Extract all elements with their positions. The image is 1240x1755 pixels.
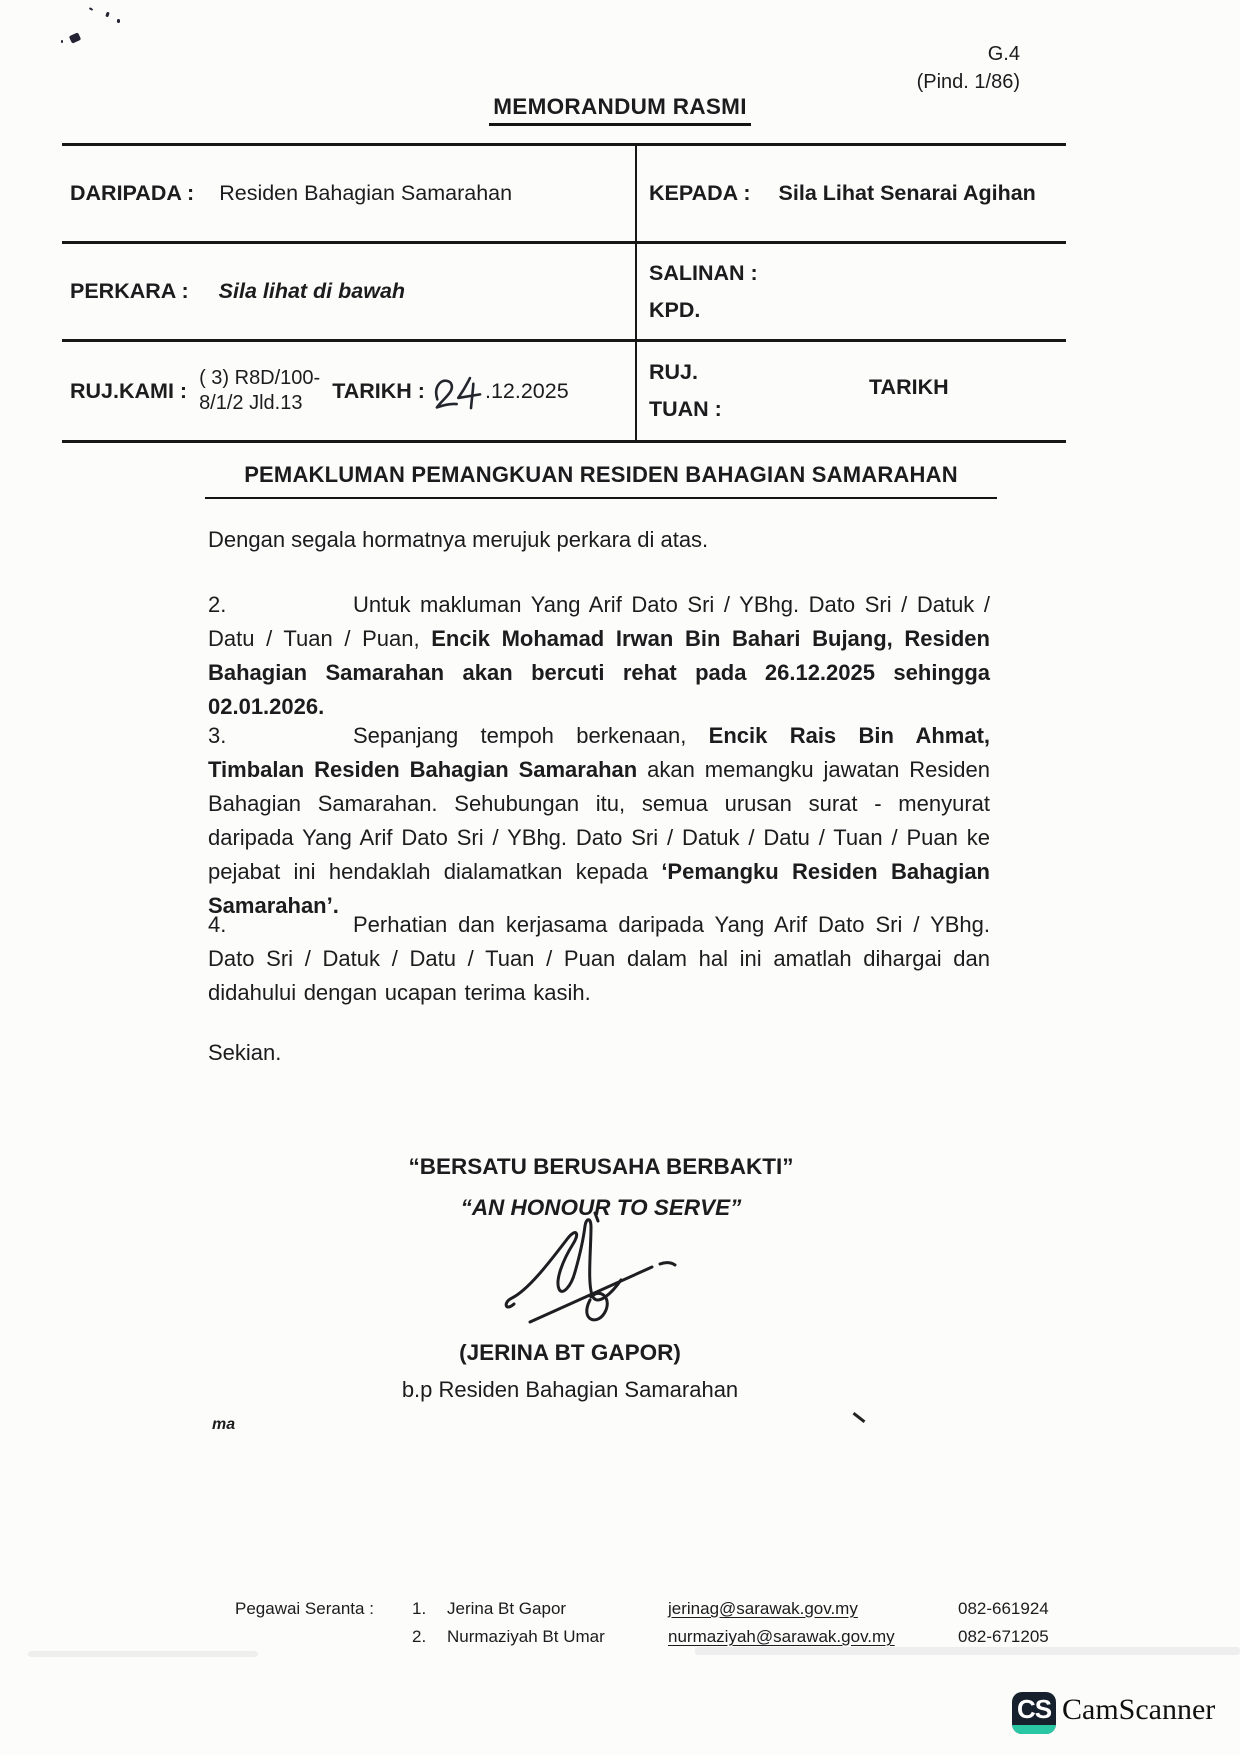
table-row: [62, 244, 1066, 342]
ruj-tuan-line1: RUJ.: [649, 360, 698, 384]
salinan-label: SALINAN :: [649, 260, 758, 285]
kepada-value: Sila Lihat Senarai Agihan: [778, 181, 1036, 205]
contact-name: Nurmaziyah Bt Umar: [447, 1627, 605, 1646]
camscanner-icon: [1012, 1692, 1056, 1734]
perkara-label: PERKARA :: [70, 279, 189, 303]
cell-kepada: [635, 146, 1066, 241]
kepada-label: KEPADA :: [649, 181, 751, 205]
ink-speck: [105, 12, 110, 18]
closing-word: Sekian.: [208, 1040, 282, 1065]
ink-speck: [69, 32, 81, 43]
para-number: 4.: [208, 912, 227, 937]
tarikh-value-typed: .12.2025: [484, 378, 569, 403]
page-title: MEMORANDUM RASMI: [489, 94, 751, 126]
form-code: G.4: [987, 43, 1020, 65]
ink-speck: [61, 40, 63, 43]
ruj-kami-value: ( 3) R8D/100- 8/1/2 Jld.13: [199, 367, 321, 414]
signatory-title: b.p Residen Bahagian Samarahan: [401, 1377, 739, 1402]
cell-ruj-kami: [62, 342, 635, 440]
ink-speck: [117, 19, 120, 23]
footer-label: Pegawai Seranta :: [235, 1599, 374, 1618]
para-number: 2.: [208, 592, 227, 617]
memo-header-table: [62, 143, 1066, 443]
contact-number: 1.: [412, 1599, 427, 1618]
para-number: 3.: [208, 723, 227, 748]
signatory-name: (JERINA BT GAPOR): [459, 1340, 681, 1365]
cell-daripada: [62, 146, 635, 241]
kpd-label: KPD.: [649, 297, 701, 322]
subject-title: PEMAKLUMAN PEMANGKUAN RESIDEN BAHAGIAN SAMARAHAN: [205, 462, 997, 499]
ruj-tuan-line2: TUAN :: [649, 397, 722, 421]
motto-line2: “AN HONOUR TO SERVE”: [460, 1195, 742, 1220]
paragraph-4: 4. Perhatian dan kerjasama daripada Yang Arif Dato Sri / YBhg. Dato Sri / Datuk / Datu / Tuan / Puan dalam hal ini amatlah dihargai dan didahului dengan ucapan terima kasih.: [208, 908, 990, 1010]
daripada-value: Residen Bahagian Samarahan: [219, 181, 513, 205]
tarikh-label: TARIKH :: [332, 378, 425, 403]
signature-scribble: [500, 1210, 685, 1332]
typist-initials: ma: [212, 1416, 236, 1433]
motto-line1: “BERSATU BERUSAHA BERBAKTI”: [408, 1154, 794, 1179]
tarikh-right-label: TARIKH: [869, 375, 949, 399]
paragraph-2: 2. Untuk makluman Yang Arif Dato Sri / YBhg. Dato Sri / Datuk / Datu / Tuan / Puan, Encik Mohamad Irwan Bin Bahari Bujang, Residen Bahagian Samarahan akan bercuti rehat pada 26.12.2025 sehingga 02.01.2026.: [208, 588, 990, 724]
camscanner-icon-text: CS: [1016, 1694, 1052, 1724]
contact-email: nurmaziyah@sarawak.gov.my: [668, 1627, 895, 1646]
cell-ruj-tuan: [635, 342, 1066, 440]
contact-number: 2.: [412, 1627, 427, 1646]
doc-title-wrap: [0, 94, 1240, 126]
form-code-block: [830, 40, 1020, 96]
scan-smudge: [28, 1651, 258, 1657]
table-row: [62, 342, 1066, 440]
cell-salinan: [635, 244, 1066, 339]
signatory-block: [0, 1334, 1140, 1408]
contact-phone: 082-671205: [958, 1627, 1049, 1646]
form-revision: (Pind. 1/86): [916, 71, 1020, 93]
contact-phone: 082-661924: [958, 1599, 1049, 1618]
stray-pen-tick: [853, 1412, 866, 1423]
camscanner-wordmark: CamScanner: [1062, 1693, 1216, 1726]
cell-perkara: [62, 244, 635, 339]
table-row: [62, 146, 1066, 244]
scan-smudge: [695, 1647, 1240, 1655]
handwritten-date-24: [431, 374, 483, 414]
camscanner-icon-accent: [1012, 1725, 1056, 1734]
contact-name: Jerina Bt Gapor: [447, 1599, 567, 1618]
contact-email: jerinag@sarawak.gov.my: [668, 1599, 858, 1618]
ruj-kami-label: RUJ.KAMI :: [70, 378, 188, 403]
paragraph-3: 3. Sepanjang tempoh berkenaan, Encik Rais Bin Ahmat, Timbalan Residen Bahagian Samarahan akan memangku jawatan Residen Bahagian Samarahan. Sehubungan itu, semua urusan surat - menyurat daripada Yang Arif Dato Sri / YBhg. Dato Sri / Datuk / Datu / Tuan / Puan ke pejabat ini hendaklah dialamatkan kepada ‘Pemangku Residen Bahagian Samarahan’.: [208, 719, 990, 923]
daripada-label: DARIPADA :: [70, 181, 195, 205]
paragraph-1: Dengan segala hormatnya merujuk perkara di atas.: [208, 527, 709, 552]
ink-speck: [89, 7, 93, 11]
perkara-value: Sila lihat di bawah: [218, 279, 406, 303]
